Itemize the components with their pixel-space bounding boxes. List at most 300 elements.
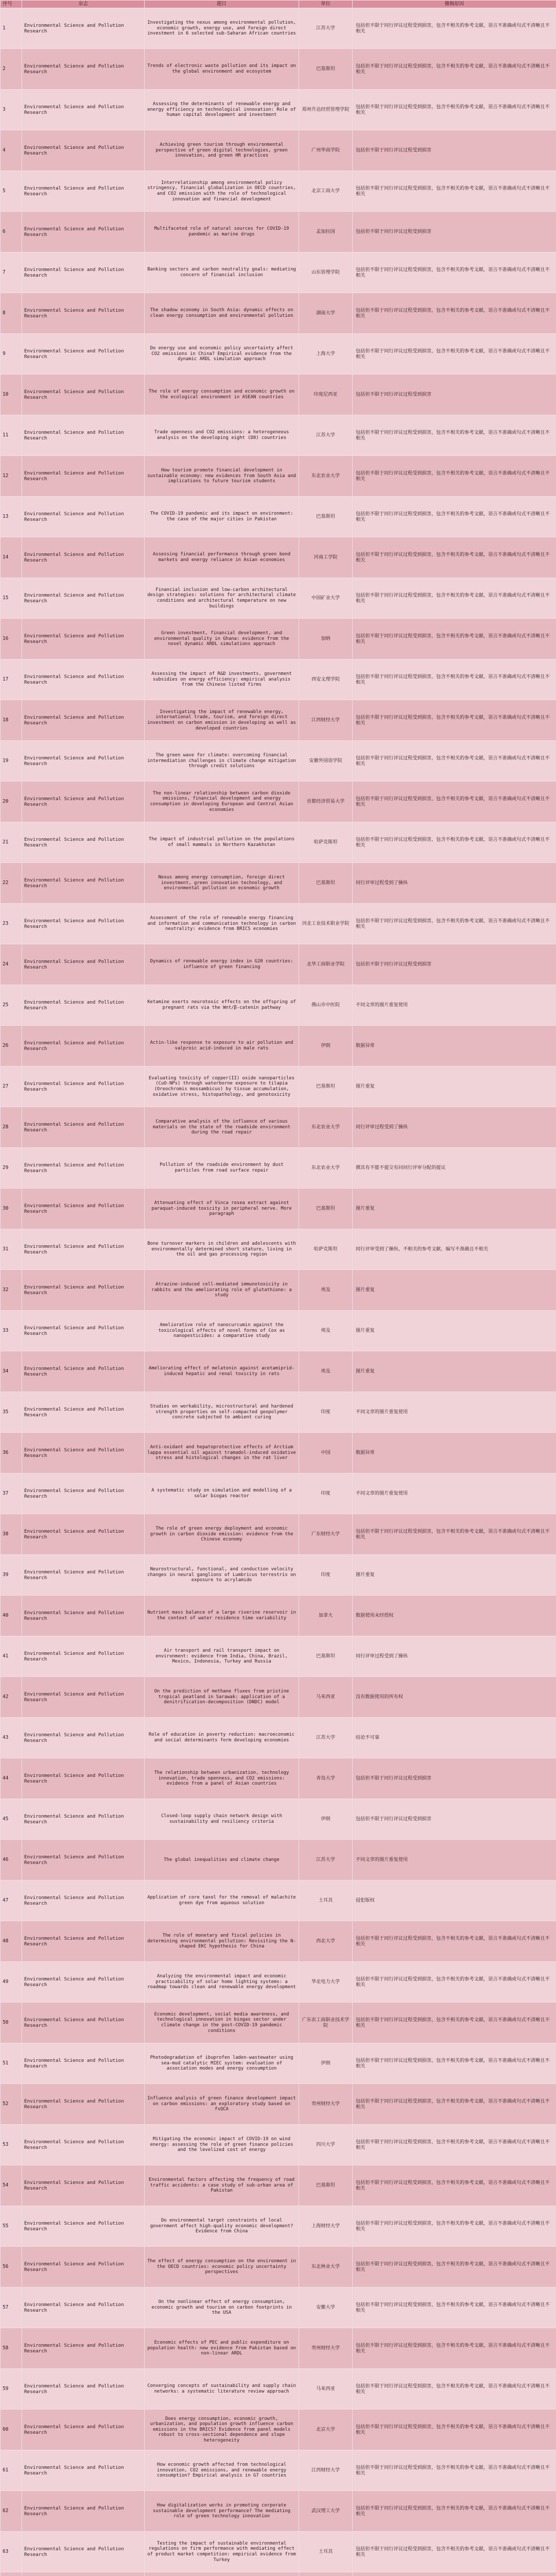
journal-cell: Environmental Science and Pollution Research	[22, 863, 145, 904]
reason-cell: 包括但不限于同行评议过程受到损害，包含不相关的参考文献，语言不准确或句式不清晰且不相关	[353, 2369, 556, 2410]
table-row	[1, 1066, 556, 1107]
journal-cell: Environmental Science and Pollution Research	[22, 2165, 145, 2206]
table-row	[1, 1473, 556, 1514]
row-number: 28	[1, 1107, 22, 1148]
affiliation-cell: 青岛大学	[299, 1758, 353, 1799]
journal-cell: Environmental Science and Pollution Research	[22, 497, 145, 537]
affiliation-cell: 巴基斯坦	[299, 1636, 353, 1677]
table-row	[1, 904, 556, 944]
affiliation-cell: 西北大学	[299, 1921, 353, 1962]
journal-cell: Environmental Science and Pollution Research	[22, 2003, 145, 2043]
row-number: 54	[1, 2165, 22, 2206]
journal-cell: Environmental Science and Pollution Research	[22, 456, 145, 497]
title-cell: Application of core taxol for the removal of malachite green dye from aqueous solution	[145, 1880, 299, 1921]
reason-cell: 包括但不限于同行评议过程受到损害，包含不相关的参考文献，语言不准确或句式不清晰且不相关	[353, 904, 556, 944]
affiliation-cell: 加拿大	[299, 1596, 353, 1636]
reason-cell: 包括但不限于同行评议过程受到损害，包含不相关的参考文献，语言不准确或句式不清晰且不相关	[353, 2247, 556, 2287]
reason-cell: 数据异常	[353, 1026, 556, 1066]
reason-cell: 同行评审过程受到了操纵	[353, 863, 556, 904]
reason-cell: 图片重复	[353, 1066, 556, 1107]
table-row	[1, 1677, 556, 1718]
title-cell: Investigating the nexus among environmental pollution, economic growth, energy use, and foreign direct investment in 6 selected sub-Saharan African countries	[145, 8, 299, 49]
table-row	[1, 2247, 556, 2287]
reason-cell: 结论不可靠	[353, 1718, 556, 1758]
reason-cell: 图片重复	[353, 1351, 556, 1392]
affiliation-cell: 东北农业大学	[299, 1148, 353, 1189]
affiliation-cell: 东北农业大学	[299, 1107, 353, 1148]
header-title: 题目	[145, 1, 299, 8]
affiliation-cell: 华北电力大学	[299, 1962, 353, 2003]
title-cell: Anti-oxidant and hepatoprotective effects of Arctium lappa essential oil against tramadol-induced oxidative stress and histological changes in the rat liver	[145, 1433, 299, 1473]
title-cell: Nexus among energy consumption, foreign direct investment, green innovation technology, and environmental pollution on economic growth	[145, 863, 299, 904]
affiliation-cell: 江西财经大学	[299, 2450, 353, 2491]
journal-cell: Environmental Science and Pollution Research	[22, 2491, 145, 2532]
journal-cell: Environmental Science and Pollution Research	[22, 1880, 145, 1921]
journal-cell: Environmental Science and Pollution Research	[22, 659, 145, 700]
affiliation-cell: 伊朗	[299, 2043, 353, 2084]
row-number: 53	[1, 2125, 22, 2165]
affiliation-cell: 伊朗	[299, 1799, 353, 1840]
journal-cell: Environmental Science and Pollution Research	[22, 1433, 145, 1473]
title-cell: The global inequalities and climate change	[145, 1840, 299, 1880]
table-row	[1, 1270, 556, 1311]
table-row	[1, 293, 556, 334]
reason-cell: 数据使用未经授权	[353, 1596, 556, 1636]
title-cell: Ketamine exerts neurotoxic effects on the offspring of pregnant rats via the Wnt/β-catenin pathway	[145, 985, 299, 1026]
affiliation-cell: 上海大学	[299, 334, 353, 375]
row-number: 21	[1, 822, 22, 863]
journal-cell: Environmental Science and Pollution Research	[22, 619, 145, 659]
table-row	[1, 1189, 556, 1229]
affiliation-cell: 马来西亚	[299, 2369, 353, 2410]
reason-cell: 包括但不限于同行评议过程受到损害，包含不相关的参考文献，语言不准确或句式不清晰且不相关	[353, 2125, 556, 2165]
table-row	[1, 700, 556, 741]
table-row	[1, 415, 556, 456]
journal-cell: Environmental Science and Pollution Research	[22, 212, 145, 252]
journal-cell: Environmental Science and Pollution Research	[22, 1799, 145, 1840]
table-row	[1, 659, 556, 700]
row-number: 57	[1, 2287, 22, 2328]
journal-cell: Environmental Science and Pollution Research	[22, 2369, 145, 2410]
reason-cell: 不同文章的图片重复使用	[353, 1473, 556, 1514]
title-cell: The non-linear relationship between carbon dioxide emissions, financial development and energy consumption in developing European and Central Asian economies	[145, 782, 299, 822]
reason-cell: 包括但不限于同行评议过程受到损害，包含不相关的参考文献，语言不准确或句式不清晰且不相关	[353, 2532, 556, 2572]
reason-cell: 包括但不限于同行评议过程受到损害，包含不相关的参考文献，语言不准确或句式不清晰且不相关	[353, 619, 556, 659]
title-cell: Economic development, social media awareness, and technological innovation in biogas sector under climate change in the post-COVID-19 pandemic conditions	[145, 2003, 299, 2043]
row-number: 15	[1, 578, 22, 619]
title-cell: Bone turnover markers in children and adolescents with environmentally determined short stature, living in the oil and gas processing region	[145, 1229, 299, 1270]
table-row	[1, 1107, 556, 1148]
affiliation-cell: 江苏大学	[299, 415, 353, 456]
table-row	[1, 212, 556, 252]
affiliation-cell: 北京大学	[299, 2410, 353, 2450]
title-cell: The role of green energy deployment and economic growth in carbon dioxide emission: evidence from the Chinese economy	[145, 1514, 299, 1555]
journal-cell: Environmental Science and Pollution Research	[22, 1311, 145, 1351]
row-number: 10	[1, 375, 22, 415]
title-cell: Mitigating the economic impact of COVID-19 on wind energy: assessing the role of green finance policies and the levelized cost of energy	[145, 2125, 299, 2165]
table-row	[1, 252, 556, 293]
journal-cell: Environmental Science and Pollution Research	[22, 1596, 145, 1636]
title-cell: Comparative analysis of the influence of various materials on the state of the roadside environment during the road repair	[145, 1107, 299, 1148]
affiliation-cell: 安徽外国语学院	[299, 741, 353, 782]
table-row	[1, 1433, 556, 1473]
reason-cell: 包括但不限于同行评议过程受到损害，包含不相关的参考文献，语言不准确或句式不清晰且不相关	[353, 2165, 556, 2206]
journal-cell: Environmental Science and Pollution Research	[22, 49, 145, 90]
title-cell: Neurostructural, functional, and conduction velocity changes in neural ganglions of Lumbricus terrestris on exposure to acrylamide	[145, 1555, 299, 1596]
table-row	[1, 2084, 556, 2125]
row-number: 18	[1, 700, 22, 741]
row-number: 52	[1, 2084, 22, 2125]
reason-cell: 包括但不限于同行评议过程受到损害，包含不相关的参考文献，语言不准确或句式不清晰且不相关	[353, 1921, 556, 1962]
affiliation-cell: 巴基斯坦	[299, 2165, 353, 2206]
row-number: 42	[1, 1677, 22, 1718]
journal-cell: Environmental Science and Pollution Research	[22, 1229, 145, 1270]
reason-cell: 侵犯版权	[353, 1880, 556, 1921]
row-number: 44	[1, 1758, 22, 1799]
affiliation-cell: 土耳其	[299, 1880, 353, 1921]
reason-cell: 包括但不限于同行评议过程受到损害，包含不相关的参考文献，语言不准确或句式不清晰且不相关	[353, 822, 556, 863]
table-row	[1, 2287, 556, 2328]
table-row	[1, 497, 556, 537]
reason-cell: 不同文章的图片重复使用	[353, 1840, 556, 1880]
journal-cell: Environmental Science and Pollution Research	[22, 904, 145, 944]
title-cell: The effect of energy consumption on the environment in the OECD countries: economic policy uncertainty perspectives	[145, 2247, 299, 2287]
reason-cell: 图片重复	[353, 1189, 556, 1229]
affiliation-cell: 埃及	[299, 1311, 353, 1351]
title-cell: Achieving green tourism through environmental perspective of green digital technologies, green innovation, and green HR practices	[145, 130, 299, 171]
title-cell: Trends of electronic waste pollution and its impact on the global environment and ecosystem	[145, 49, 299, 90]
journal-cell: Environmental Science and Pollution Research	[22, 1677, 145, 1718]
table-row	[1, 822, 556, 863]
journal-cell: Environmental Science and Pollution Research	[22, 1351, 145, 1392]
title-cell: On the prediction of methane fluxes from pristine tropical peatland in Sarawak: application of a denitrification-decomposition (DNDC) model	[145, 1677, 299, 1718]
title-cell: Ameliorating effect of melatonin against acetamiprid-induced hepatic and renal toxicity in rats	[145, 1351, 299, 1392]
row-number: 61	[1, 2450, 22, 2491]
affiliation-cell: 加纳	[299, 619, 353, 659]
table-row	[1, 2003, 556, 2043]
table-row	[1, 578, 556, 619]
journal-cell: Environmental Science and Pollution Research	[22, 1840, 145, 1880]
title-cell: The impact of industrial pollution on the populations of small mammals in Northern Kazakhstan	[145, 822, 299, 863]
header-reason: 撤稿原因	[353, 1, 556, 8]
title-cell: The role of energy consumption and economic growth on the ecological environment in ASEAN countries	[145, 375, 299, 415]
title-cell: Assessment of the role of renewable energy financing and information and communication technology in carbon neutrality: evidence from BRICS economies	[145, 904, 299, 944]
journal-cell: Environmental Science and Pollution Research	[22, 741, 145, 782]
row-number: 60	[1, 2410, 22, 2450]
reason-cell: 不同文章的图片重复使用	[353, 985, 556, 1026]
row-number: 6	[1, 212, 22, 252]
row-number: 24	[1, 944, 22, 985]
reason-cell: 包括但不限于同行评议过程受到损害，包含不相关的参考文献，语言不准确或句式不清晰且不相关	[353, 334, 556, 375]
table-row	[1, 782, 556, 822]
title-cell: Studies on workability, microstructural and hardened strength properties on self-compacted geopolymer concrete subjected to ambient curing	[145, 1392, 299, 1433]
affiliation-cell: 哈萨克斯坦	[299, 822, 353, 863]
title-cell: Analyzing the environmental impact and economic practicability of solar home lighting systems: a roadmap towards clean and renewable energy development	[145, 1962, 299, 2003]
title-cell: Photodegradation of ibuprofen laden-wastewater using sea-mud catalytic MIEC system: evaluation of association modes and energy consumption	[145, 2043, 299, 2084]
row-number: 31	[1, 1229, 22, 1270]
table-row	[1, 1026, 556, 1066]
reason-cell: 包括但不限于同行评议过程受到损害	[353, 944, 556, 985]
row-number: 41	[1, 1636, 22, 1677]
row-number: 32	[1, 1270, 22, 1311]
table-row	[1, 1555, 556, 1596]
reason-cell: 包括但不限于同行评议过程受到损害，包含不相关的参考文献，语言不准确或句式不清晰且不相关	[353, 2491, 556, 2532]
reason-cell: 包括但不限于同行评议过程受到损害，包含不相关的参考文献，语言不准确或句式不清晰且不相关	[353, 293, 556, 334]
reason-cell: 没有数据使用的所有权	[353, 1677, 556, 1718]
row-number: 40	[1, 1596, 22, 1636]
row-number: 49	[1, 1962, 22, 2003]
journal-cell: Environmental Science and Pollution Research	[22, 2287, 145, 2328]
affiliation-cell: 埃及	[299, 1351, 353, 1392]
affiliation-cell: 贵州财经大学	[299, 2328, 353, 2369]
title-cell: A systematic study on simulation and modelling of a solar biogas reactor	[145, 1473, 299, 1514]
row-number: 9	[1, 334, 22, 375]
affiliation-cell: 广州华商学院	[299, 130, 353, 171]
reason-cell: 包括但不限于同行评议过程受到损害	[353, 375, 556, 415]
affiliation-cell: 中国	[299, 1433, 353, 1473]
affiliation-cell: 广东财经大学	[299, 1514, 353, 1555]
affiliation-cell: 北华工商职业学院	[299, 944, 353, 985]
table-row	[1, 90, 556, 130]
title-cell: Banking sectors and carbon neutrality goals: mediating concern of financial inclusion	[145, 252, 299, 293]
journal-cell: Environmental Science and Pollution Research	[22, 375, 145, 415]
row-number: 34	[1, 1351, 22, 1392]
title-cell: The relationship between urbanization, technology innovation, trade openness, and CO2 emissions: evidence from a panel of Asian countries	[145, 1758, 299, 1799]
affiliation-cell: 武汉理工大学	[299, 2491, 353, 2532]
title-cell: Converging concepts of sustainability and supply chain networks: a systematic literature review approach	[145, 2369, 299, 2410]
row-number: 7	[1, 252, 22, 293]
reason-cell: 包括但不限于同行评议过程受到损害	[353, 212, 556, 252]
journal-cell: Environmental Science and Pollution Research	[22, 1148, 145, 1189]
table-row	[1, 863, 556, 904]
journal-cell: Environmental Science and Pollution Research	[22, 2410, 145, 2450]
title-cell: Actin-like response to exposure to air pollution and valproic acid-induced in male rats	[145, 1026, 299, 1066]
reason-cell: 包括但不限于同行评议过程受到损害，包含不相关的参考文献，语言不准确或句式不清晰且不相关	[353, 415, 556, 456]
row-number: 30	[1, 1189, 22, 1229]
affiliation-cell	[299, 2572, 353, 2576]
reason-cell: 包括但不限于同行评议过程受到损害，包含不相关的参考文献，语言不准确或句式不清晰且不相关	[353, 90, 556, 130]
reason-cell: 包括但不限于同行评议过程受到损害，包含不相关的参考文献，语言不准确或句式不清晰且不相关	[353, 2206, 556, 2247]
reason-cell: 图片重复	[353, 1555, 556, 1596]
row-number: 58	[1, 2328, 22, 2369]
reason-cell: 包括但不限于同行评议过程受到损害	[353, 130, 556, 171]
reason-cell: 包括但不限于同行评议过程受到损害，包含不相关的参考文献，语言不准确或句式不清晰且不相关	[353, 537, 556, 578]
journal-cell: Environmental Science and Pollution Research	[22, 1921, 145, 1962]
affiliation-cell: 郑州升达经贸管理学院	[299, 90, 353, 130]
reason-cell: 包括但不限于同行评议过程受到损害，包含不相关的参考文献，语言不准确或句式不清晰且不相关	[353, 578, 556, 619]
affiliation-cell: 贵州财经大学	[299, 2084, 353, 2125]
affiliation-cell: 江苏大学	[299, 8, 353, 49]
journal-cell: Environmental Science and Pollution Research	[22, 578, 145, 619]
title-cell: Pollution of the roadside environment by dust particles from road surface repair	[145, 1148, 299, 1189]
affiliation-cell: 东北林业大学	[299, 2247, 353, 2287]
table-row	[1, 2328, 556, 2369]
table-row	[1, 456, 556, 497]
table-row	[1, 375, 556, 415]
table-row	[1, 985, 556, 1026]
reason-cell: 包括但不限于同行评议过程受到损害	[353, 1799, 556, 1840]
reason-cell: 包括但不限于同行评议过程受到损害，包含不相关的参考文献，语言不准确或句式不清晰且不相关	[353, 2003, 556, 2043]
row-number: 62	[1, 2491, 22, 2532]
table-row	[1, 334, 556, 375]
affiliation-cell: 中国矿业大学	[299, 578, 353, 619]
journal-cell: Environmental Science and Pollution Research	[22, 8, 145, 49]
title-cell: On the nonlinear effect of energy consumption, economic growth and tourism on carbon footprints in the USA	[145, 2287, 299, 2328]
reason-cell: 数据异常	[353, 1433, 556, 1473]
row-number: 37	[1, 1473, 22, 1514]
row-number: 4	[1, 130, 22, 171]
table-row	[1, 1351, 556, 1392]
row-number: 47	[1, 1880, 22, 1921]
journal-cell: Environmental Science and Pollution Research	[22, 782, 145, 822]
table-row	[1, 944, 556, 985]
reason-cell: 包括但不限于同行评议过程受到损害，包含不相关的参考文献，语言不准确或句式不清晰且不相关	[353, 252, 556, 293]
journal-cell: Environmental Science and Pollution Research	[22, 700, 145, 741]
affiliation-cell: 印度尼西亚	[299, 375, 353, 415]
row-number: 5	[1, 171, 22, 212]
title-cell: Does energy consumption, economic growth, urbanization, and population growth influence carbon emissions in the BRICS? Evidence from panel models robust to cross-sectional dependence and slope heterogeneity	[145, 2410, 299, 2450]
table-row	[1, 1636, 556, 1677]
table-row	[1, 2043, 556, 2084]
reason-cell: 包括但不限于同行评议过程受到损害，包含不相关的参考文献，语言不准确或句式不清晰且不相关	[353, 700, 556, 741]
journal-cell: Environmental Science and Pollution Research	[22, 90, 145, 130]
reason-cell: 包括但不限于同行评议过程受到损害，包含不相关的参考文献，语言不准确或句式不清晰且不相关	[353, 2287, 556, 2328]
journal-cell: Environmental Science and Pollution Research	[22, 1636, 145, 1677]
row-number: 63	[1, 2532, 22, 2572]
affiliation-cell: 巴基斯坦	[299, 497, 353, 537]
journal-cell	[22, 2572, 145, 2576]
row-number: 56	[1, 2247, 22, 2287]
row-number: 39	[1, 1555, 22, 1596]
row-number: 46	[1, 1840, 22, 1880]
title-cell: Investigating the impact of renewable energy, international trade, tourism, and foreign direct investment on carbon emission in developing as well as developed countries	[145, 700, 299, 741]
journal-cell: Environmental Science and Pollution Research	[22, 1962, 145, 2003]
affiliation-cell: 印度	[299, 1473, 353, 1514]
table-body	[1, 8, 556, 2576]
table-row	[1, 2165, 556, 2206]
journal-cell: Environmental Science and Pollution Research	[22, 1189, 145, 1229]
journal-cell: Environmental Science and Pollution Research	[22, 985, 145, 1026]
journal-cell: Environmental Science and Pollution Research	[22, 1718, 145, 1758]
row-number: 2	[1, 49, 22, 90]
title-cell: Ameliorative role of nanocurcumin against the toxicological effects of novel forms of Cox as nanopesticides: a comparative study	[145, 1311, 299, 1351]
reason-cell: 不同文章的图片重复使用	[353, 1392, 556, 1433]
row-number: 51	[1, 2043, 22, 2084]
table-row	[1, 1799, 556, 1840]
affiliation-cell: 山东管理学院	[299, 252, 353, 293]
affiliation-cell: 安徽大学	[299, 2287, 353, 2328]
table-row	[1, 2369, 556, 2410]
title-cell: Financial inclusion and low-carbon architectural design strategies: solutions for architectural climate conditions and architectural temperature on new buildings	[145, 578, 299, 619]
title-cell: Trade openness and CO2 emissions: a heterogeneous analysis on the developing eight (D8) countries	[145, 415, 299, 456]
row-number: 38	[1, 1514, 22, 1555]
affiliation-cell: 东北农业大学	[299, 456, 353, 497]
row-number: 12	[1, 456, 22, 497]
title-cell: Assessing the determinants of renewable energy and energy efficiency on technological innovation: Role of human capital development and investment	[145, 90, 299, 130]
reason-cell: 包括但不限于同行评议过程受到损害，包含不相关的参考文献，语言不准确或句式不清晰且不相关	[353, 497, 556, 537]
row-number: 35	[1, 1392, 22, 1433]
table-row	[1, 8, 556, 49]
row-number: 16	[1, 619, 22, 659]
table-row	[1, 1962, 556, 2003]
title-cell	[145, 2572, 299, 2576]
table-row	[1, 2206, 556, 2247]
table-row	[1, 2410, 556, 2450]
title-cell: Role of education in poverty reduction: macroeconomic and social determinants form developing economies	[145, 1718, 299, 1758]
reason-cell: 包括但不限于同行评议过程受到损害，包含不相关的参考文献，语言不准确或句式不清晰且不相关	[353, 2450, 556, 2491]
reason-cell: 图片重复	[353, 1270, 556, 1311]
affiliation-cell: 哈萨克斯坦	[299, 1229, 353, 1270]
table-row	[1, 2491, 556, 2532]
reason-cell: 包括但不限于同行评议过程受到损害，包含不相关的参考文献，语言不准确或句式不清晰且不相关	[353, 782, 556, 822]
table-row	[1, 1718, 556, 1758]
title-cell: Atrazine-induced cell-mediated immunotoxicity in rabbits and the ameliorating role of glutathione: a study	[145, 1270, 299, 1311]
affiliation-cell: 首都经济贸易大学	[299, 782, 353, 822]
row-number: 27	[1, 1066, 22, 1107]
row-number: 22	[1, 863, 22, 904]
title-cell: Economic effects of PEC and public expenditure on population health: new evidence from Pakistan based on non-linear ARDL	[145, 2328, 299, 2369]
reason-cell: 包括但不限于同行评议过程受到损害，包含不相关的参考文献，语言不准确或句式不清晰且不相关	[353, 1514, 556, 1555]
reason-cell	[353, 2572, 556, 2576]
row-number: 8	[1, 293, 22, 334]
journal-cell: Environmental Science and Pollution Research	[22, 822, 145, 863]
title-cell: The shadow economy in South Asia: dynamic effects on clean energy consumption and environmental pollution	[145, 293, 299, 334]
reason-cell: 包括但不限于同行评议过程受到损害，包含不相关的参考文献，语言不准确或句式不清晰且不相关	[353, 456, 556, 497]
table-row	[1, 741, 556, 782]
row-number: 33	[1, 1311, 22, 1351]
table-row	[1, 130, 556, 171]
table-row	[1, 619, 556, 659]
table-row	[1, 2450, 556, 2491]
title-cell: The green wave for climate: overcoming financial intermediation challenges in climate change mitigation through credit solutions	[145, 741, 299, 782]
affiliation-cell: 江西财经大学	[299, 700, 353, 741]
reason-cell: 包括但不限于同行评议过程受到损害，包含不相关的参考文献，语言不准确或句式不清晰且不相关	[353, 49, 556, 90]
row-number: 29	[1, 1148, 22, 1189]
table-row	[1, 2532, 556, 2572]
journal-cell: Environmental Science and Pollution Research	[22, 2206, 145, 2247]
title-cell: Assessing the impact of R&D investments, government subsidies on energy efficiency: empirical analysis from the Chinese listed firms	[145, 659, 299, 700]
table-row	[1, 1311, 556, 1351]
journal-cell: Environmental Science and Pollution Research	[22, 537, 145, 578]
journal-cell: Environmental Science and Pollution Research	[22, 2450, 145, 2491]
journal-cell: Environmental Science and Pollution Research	[22, 2084, 145, 2125]
row-number: 36	[1, 1433, 22, 1473]
affiliation-cell: 西安文理学院	[299, 659, 353, 700]
table-row	[1, 1229, 556, 1270]
row-number: 19	[1, 741, 22, 782]
row-number: 1	[1, 8, 22, 49]
row-number: 3	[1, 90, 22, 130]
journal-cell: Environmental Science and Pollution Research	[22, 293, 145, 334]
journal-cell: Environmental Science and Pollution Research	[22, 1473, 145, 1514]
title-cell: Influence analysis of green finance development impact on carbon emissions: an exploratory study based on fsQCA	[145, 2084, 299, 2125]
table-row	[1, 1758, 556, 1799]
row-number: 50	[1, 2003, 22, 2043]
affiliation-cell: 马来西亚	[299, 1677, 353, 1718]
reason-cell: 包括但不限于同行评议过程受到损害，包含不相关的参考文献，语言不准确或句式不清晰且不相关	[353, 171, 556, 212]
affiliation-cell: 四川大学	[299, 2125, 353, 2165]
affiliation-cell: 北京工商大学	[299, 171, 353, 212]
title-cell: Testing the impact of sustainable environmental regulations on firm performance with mediating effect of product market competition: empirical evidence from Turkey	[145, 2532, 299, 2572]
title-cell: Multifaceted role of natural sources for COVID-19 pandemic as marine drugs	[145, 212, 299, 252]
reason-cell: 包括但不限于同行评议过程受到损害，包含不相关的参考文献，语言不准确或句式不清晰且不相关	[353, 2084, 556, 2125]
affiliation-cell: 土耳其	[299, 2532, 353, 2572]
row-number: 59	[1, 2369, 22, 2410]
reason-cell: 包括但不限于同行评议过程受到损害，包含不相关的参考文献，语言不准确或句式不清晰且不相关	[353, 1962, 556, 2003]
header-affiliation: 单位	[299, 1, 353, 8]
title-cell: Assessing financial performance through green bond markets and energy reliance in Asian economies	[145, 537, 299, 578]
title-cell: How digitalization works in promoting corporate sustainable development performance? The mediating role of green technology innovation	[145, 2491, 299, 2532]
